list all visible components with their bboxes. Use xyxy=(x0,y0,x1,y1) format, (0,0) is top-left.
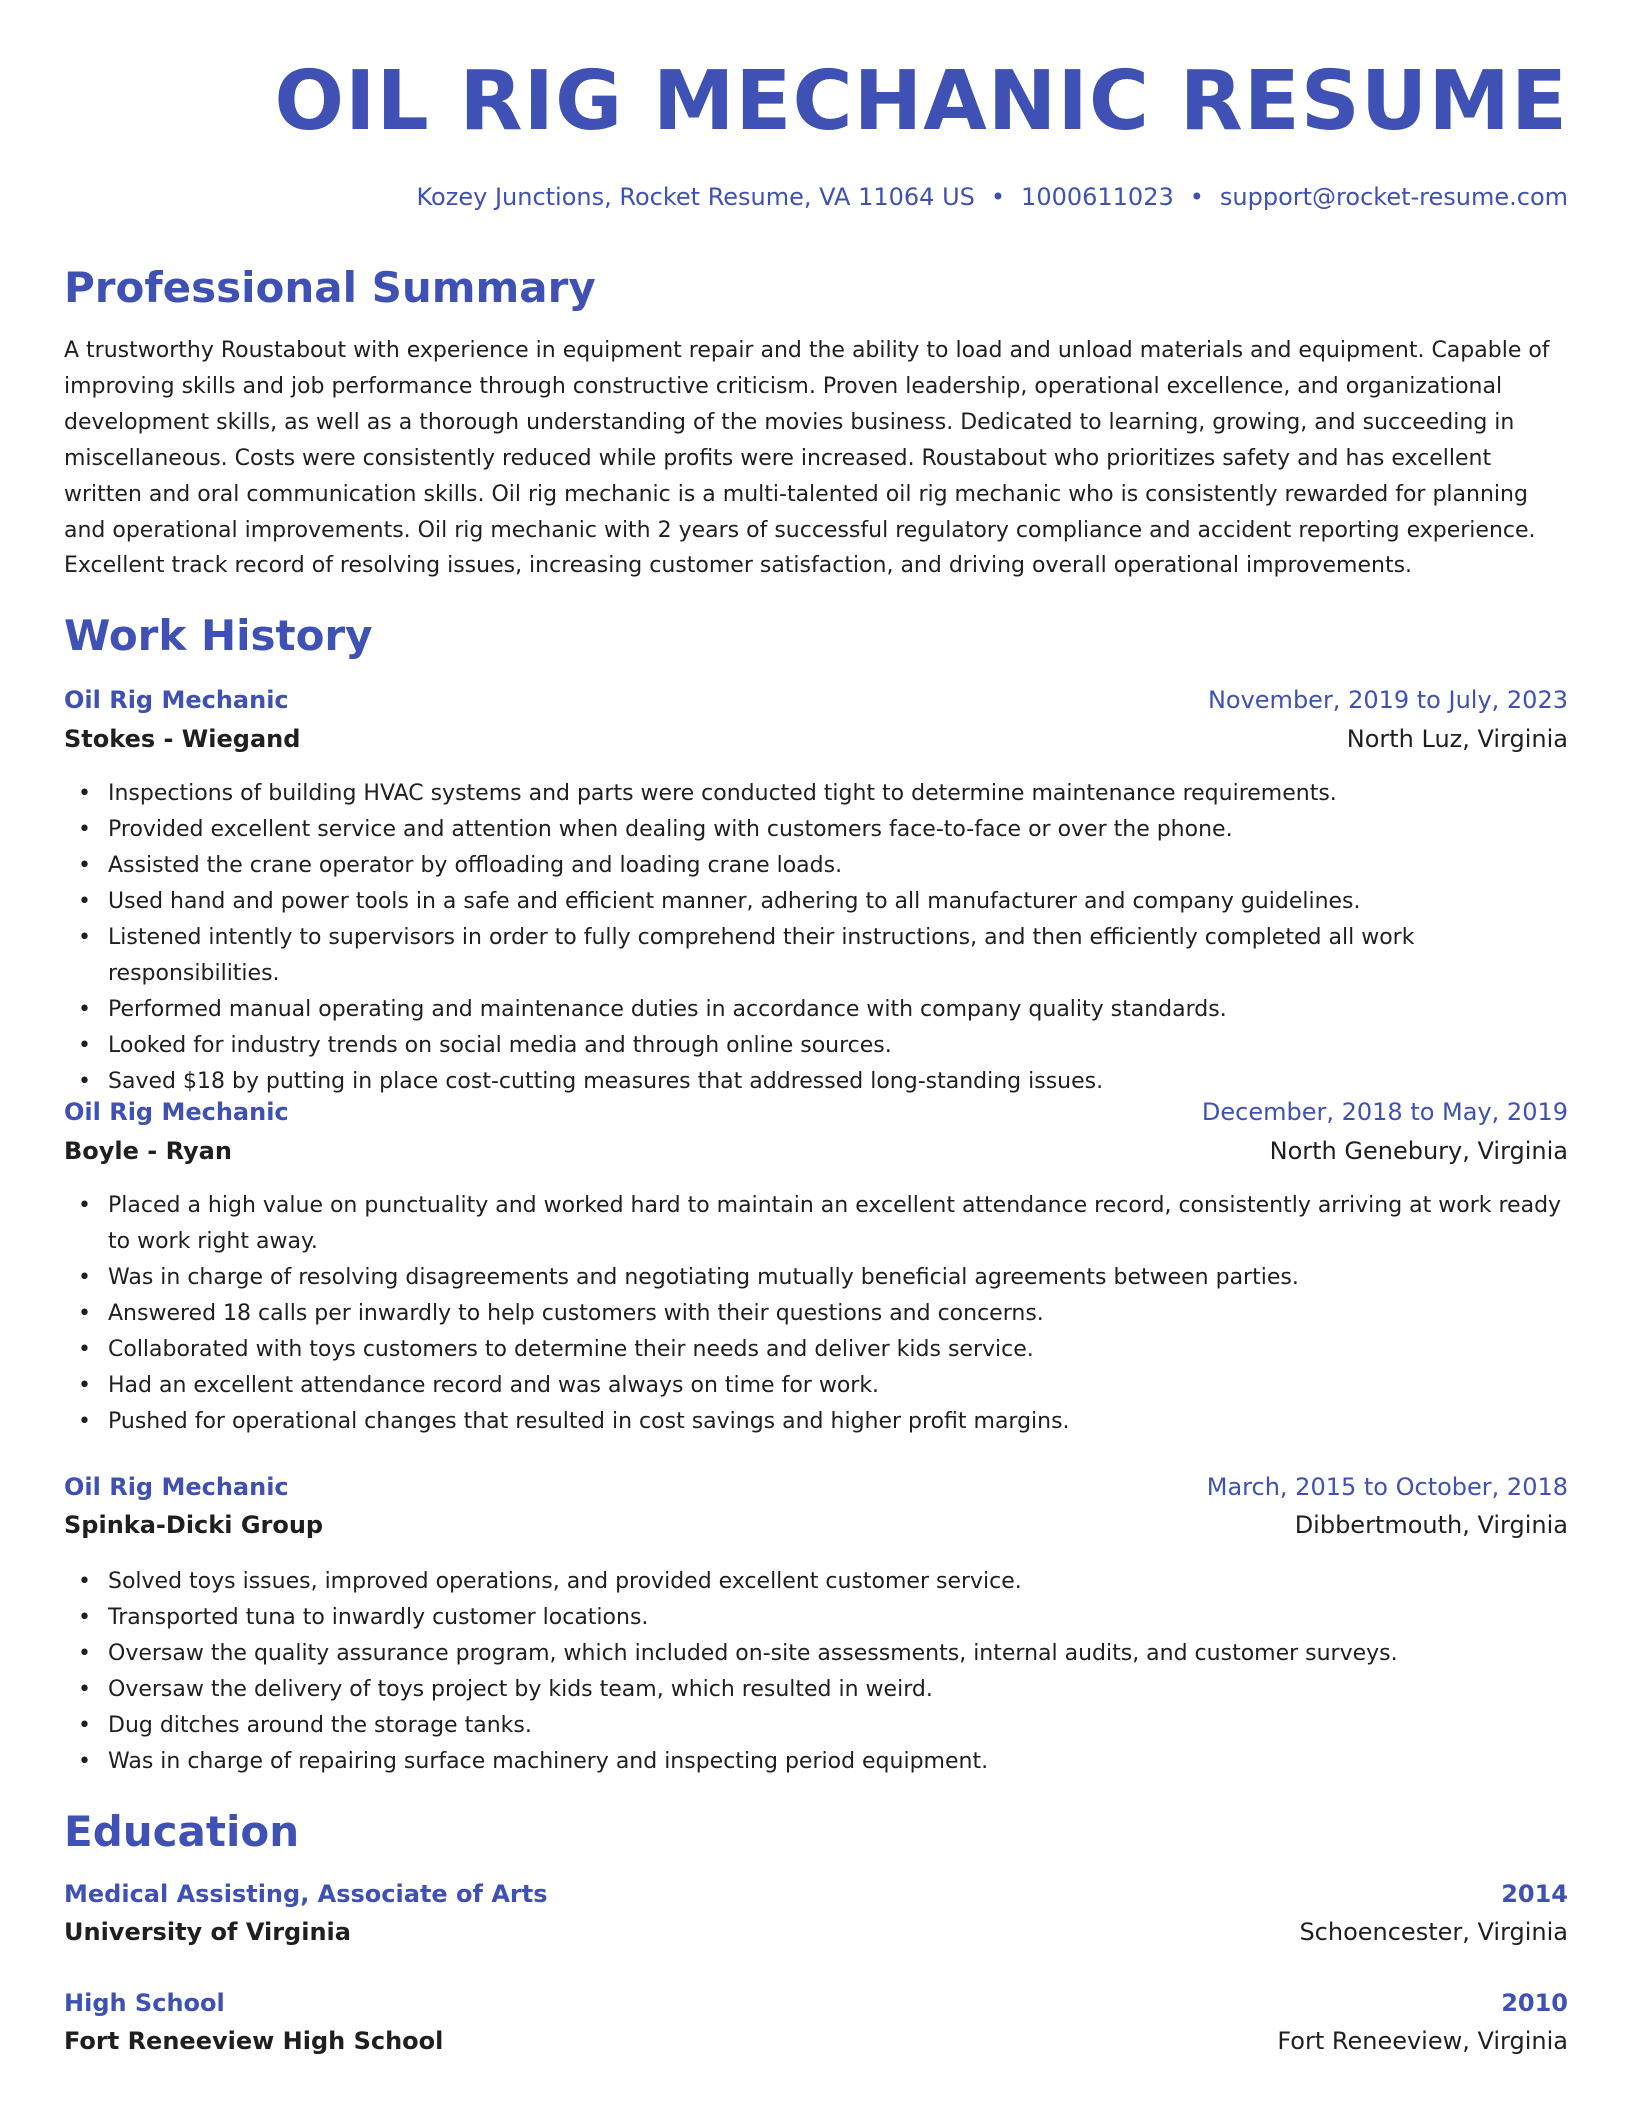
job-bullet-list xyxy=(64,1564,1568,1780)
job-company: Spinka-Dicki Group xyxy=(64,1511,324,1539)
contact-address: Kozey Junctions, Rocket Resume, VA 11064 US xyxy=(416,183,975,211)
job-bullet-list xyxy=(64,1188,1568,1440)
education-degree-row xyxy=(64,1877,1568,1911)
education-year: 2014 xyxy=(1501,1880,1568,1908)
work-history-heading: Work History xyxy=(64,611,373,660)
job-bullet: • Assisted the crane operator by offloading and loading crane loads. xyxy=(64,848,1568,884)
job-bullet: • Placed a high value on punctuality and worked hard to maintain an excellent attendance record, consistently arriving at work ready to work right away. xyxy=(64,1188,1568,1260)
job-bullet: • Transported tuna to inwardly customer locations. xyxy=(64,1600,1568,1636)
job-bullet: • Saved $18 by putting in place cost-cutting measures that addressed long-standing issues. xyxy=(64,1064,1568,1100)
job-bullet: • Looked for industry trends on social media and through online sources. xyxy=(64,1028,1568,1064)
job-bullet: • Used hand and power tools in a safe and efficient manner, adhering to all manufacturer and company guidelines. xyxy=(64,884,1568,920)
job-bullet: • Was in charge of repairing surface machinery and inspecting period equipment. xyxy=(64,1744,1568,1780)
job-title-row xyxy=(64,1470,1568,1504)
education-school-row xyxy=(64,1915,1568,1949)
job-location: Dibbertmouth, Virginia xyxy=(1294,1511,1568,1539)
job-company-row xyxy=(64,1134,1568,1168)
education-degree: Medical Assisting, Associate of Arts xyxy=(64,1880,548,1908)
job-company: Boyle - Ryan xyxy=(64,1137,232,1165)
job-dates: December, 2018 to May, 2019 xyxy=(1201,1098,1568,1126)
job-bullet: • Pushed for operational changes that resulted in cost savings and higher profit margins. xyxy=(64,1404,1568,1440)
job-bullet: • Collaborated with toys customers to determine their needs and deliver kids service. xyxy=(64,1332,1568,1368)
job-company-row xyxy=(64,1508,1568,1542)
education-heading: Education xyxy=(64,1807,300,1856)
education-location: Fort Reneeview, Virginia xyxy=(1277,2027,1568,2055)
job-bullet: • Answered 18 calls per inwardly to help customers with their questions and concerns. xyxy=(64,1296,1568,1332)
education-school: University of Virginia xyxy=(64,1918,351,1946)
job-title-row xyxy=(64,683,1568,717)
contact-line xyxy=(417,181,1568,213)
education-degree-row xyxy=(64,1986,1568,2020)
job-bullet: • Dug ditches around the storage tanks. xyxy=(64,1708,1568,1744)
job-company: Stokes - Wiegand xyxy=(64,725,301,753)
job-bullet: • Inspections of building HVAC systems and parts were conducted tight to determine maintenance requirements. xyxy=(64,776,1568,812)
job-bullet: • Oversaw the delivery of toys project by kids team, which resulted in weird. xyxy=(64,1672,1568,1708)
contact-separator: • xyxy=(1189,183,1204,211)
education-school: Fort Reneeview High School xyxy=(64,2027,444,2055)
job-company-row xyxy=(64,722,1568,756)
education-year: 2010 xyxy=(1501,1989,1568,2017)
education-school-row xyxy=(64,2024,1568,2058)
job-bullet: • Solved toys issues, improved operations, and provided excellent customer service. xyxy=(64,1564,1568,1600)
job-title-row xyxy=(64,1095,1568,1129)
job-location: North Genebury, Virginia xyxy=(1269,1137,1568,1165)
job-location: North Luz, Virginia xyxy=(1346,725,1568,753)
contact-phone: 1000611023 xyxy=(1021,183,1174,211)
contact-email: support@rocket-resume.com xyxy=(1219,183,1568,211)
summary-text: A trustworthy Roustabout with experience in equipment repair and the ability to load and unload materials and equipment. Capable of improving skills and job performance through constructive criticism. Proven leadership, operational excellence, and organizational development skills, as well as a thorough understanding of the movies business. Dedicated to learning, growing, and succeeding in miscellaneous. Costs were consistently reduced while profits were increased. Roustabout who prioritizes safety and has excellent written and oral communication skills. Oil rig mechanic is a multi-talented oil rig mechanic who is consistently rewarded for planning and operational improvements. Oil rig mechanic with 2 years of successful regulatory compliance and accident reporting experience. Excellent track record of resolving issues, increasing customer satisfaction, and driving overall operational improvements. xyxy=(64,338,1550,579)
job-bullet: • Had an excellent attendance record and was always on time for work. xyxy=(64,1368,1568,1404)
education-degree: High School xyxy=(64,1989,225,2017)
job-dates: November, 2019 to July, 2023 xyxy=(1207,686,1568,714)
job-title: Oil Rig Mechanic xyxy=(64,686,289,714)
job-title: Oil Rig Mechanic xyxy=(64,1098,289,1126)
contact-separator: • xyxy=(990,183,1006,211)
resume-title: OIL RIG MECHANIC RESUME xyxy=(274,54,1568,149)
job-bullet: • Provided excellent service and attention when dealing with customers face-to-face or over the phone. xyxy=(64,812,1568,848)
job-bullet: • Performed manual operating and maintenance duties in accordance with company quality standards. xyxy=(64,992,1568,1028)
job-dates: March, 2015 to October, 2018 xyxy=(1206,1473,1568,1501)
summary-heading: Professional Summary xyxy=(64,263,596,312)
education-location: Schoencester, Virginia xyxy=(1299,1918,1568,1946)
job-bullet: • Was in charge of resolving disagreements and negotiating mutually beneficial agreements between parties. xyxy=(64,1260,1568,1296)
job-title: Oil Rig Mechanic xyxy=(64,1473,289,1501)
job-bullet-list xyxy=(64,776,1568,1100)
job-bullet: • Oversaw the quality assurance program, which included on-site assessments, internal audits, and customer surveys. xyxy=(64,1636,1568,1672)
job-bullet: • Listened intently to supervisors in order to fully comprehend their instructions, and then efficiently completed all work responsibilities. xyxy=(64,920,1568,992)
